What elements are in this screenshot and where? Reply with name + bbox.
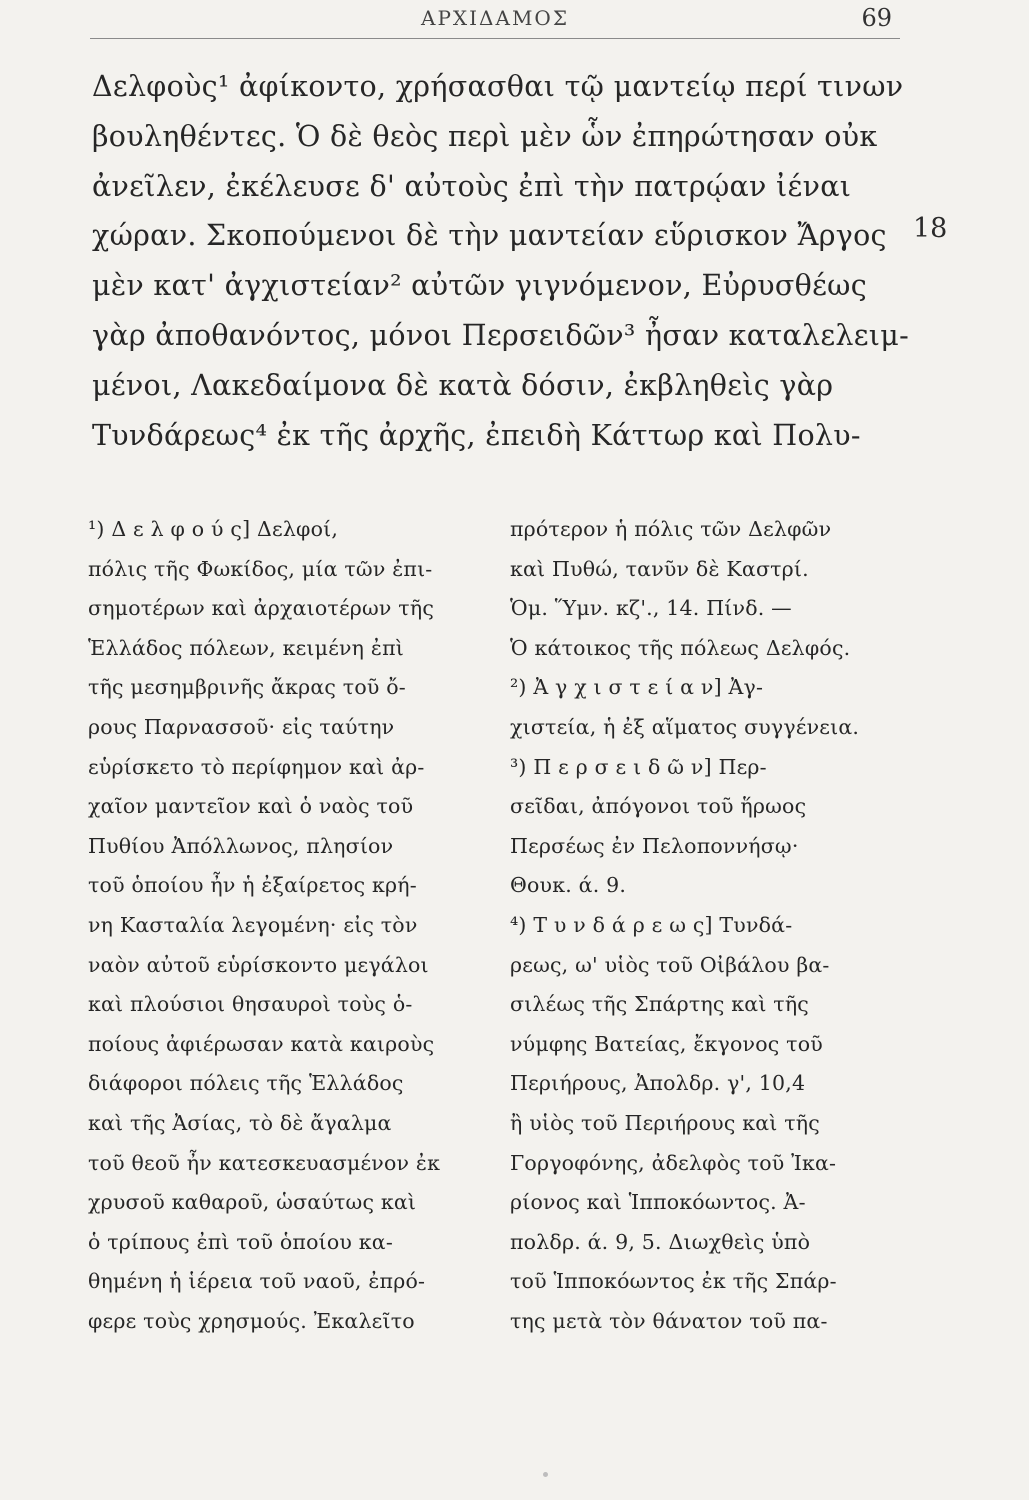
footnote-line: της μετὰ τὸν θάνατον τοῦ πα- — [510, 1308, 828, 1333]
footnote-line: σιλέως τῆς Σπάρτης καὶ τῆς — [510, 992, 809, 1017]
footnote-line: ναὸν αὐτοῦ εὑρίσκοντο μεγάλοι — [88, 952, 429, 977]
footnote-line: Ἑλλάδος πόλεων, κειμένη ἐπὶ — [88, 635, 404, 660]
main-text-line: χώραν. Σκοπούμενοι δὲ τὴν μαντείαν εὕρισκον Ἄργος — [92, 219, 887, 253]
margin-section-number: 18 — [913, 213, 948, 244]
footnote-line: πόλις τῆς Φωκίδος, μία τῶν ἐπι- — [88, 556, 433, 581]
footnote-line: Ὁμ. Ὕμν. κζ'., 14. Πίνδ. — — [510, 596, 792, 621]
page-number: 69 — [861, 4, 892, 32]
page-header — [90, 2, 900, 38]
main-text-line: Δελφοὺς¹ ἀφίκοντο, χρήσασθαι τῷ μαντείῳ περί τινων — [92, 70, 904, 103]
footnote-line: σημοτέρων καὶ ἀρχαιοτέρων τῆς — [88, 596, 435, 621]
footnotes-right-column — [510, 510, 902, 1341]
footnote-line: πρότερον ἡ πόλις τῶν Δελφῶν — [510, 517, 832, 541]
footnote-line: καὶ Πυθώ, τανῦν δὲ Καστρί. — [510, 556, 809, 581]
main-text-line: γὰρ ἀποθανόντος, μόνοι Περσειδῶν³ ἦσαν καταλελειμ- — [92, 318, 910, 352]
footnote-line: Περσέως ἐν Πελοποννήσῳ· — [510, 833, 799, 858]
footnote-line: ²) Ἀ γ χ ι σ τ ε ί α ν] Ἀγ- — [510, 675, 764, 700]
header-rule — [90, 38, 900, 39]
footnote-line: ὁ τρίπους ἐπὶ τοῦ ὁποίου κα- — [88, 1229, 393, 1254]
footnote-line: διάφοροι πόλεις τῆς Ἑλλάδος — [88, 1071, 404, 1096]
footnote-line: καὶ πλούσιοι θησαυροὶ τοὺς ὁ- — [88, 992, 413, 1017]
paper-smudge — [543, 1472, 548, 1477]
footnote-line: εὑρίσκετο τὸ περίφημον καὶ ἀρ- — [88, 754, 425, 779]
footnotes-left-column — [88, 510, 480, 1341]
footnote-line: σεῖδαι, ἀπόγονοι τοῦ ἥρωος — [510, 794, 807, 819]
footnote-line: τῆς μεσημβρινῆς ἄκρας τοῦ ὄ- — [88, 675, 406, 700]
footnote-line: νη Κασταλία λεγομένη· εἰς τὸν — [88, 912, 418, 937]
footnote-line: νύμφης Βατείας, ἔκγονος τοῦ — [510, 1031, 823, 1056]
main-text-block — [92, 62, 952, 460]
footnote-line: χιστεία, ἡ ἐξ αἵματος συγγένεια. — [510, 714, 860, 739]
footnote-line: ποίους ἀφιέρωσαν κατὰ καιροὺς — [88, 1031, 435, 1056]
footnote-line: θημένη ἡ ἱέρεια τοῦ ναοῦ, ἐπρό- — [88, 1269, 426, 1294]
footnote-line: Γοργοφόνης, ἀδελφὸς τοῦ Ἰκα- — [510, 1150, 837, 1175]
footnote-line: ρεως, ω' υἱὸς τοῦ Οἰβάλου βα- — [510, 952, 830, 977]
main-text-line: μὲν κατ' ἀγχιστείαν² αὐτῶν γιγνόμενον, Εὐρυσθέως — [92, 269, 867, 303]
footnote-line: τοῦ Ἱπποκόωντος ἐκ τῆς Σπάρ- — [510, 1269, 837, 1294]
main-text-line: μένοι, Λακεδαίμονα δὲ κατὰ δόσιν, ἐκβληθεὶς γὰρ — [92, 368, 834, 402]
footnote-line: πολδρ. ά. 9, 5. Διωχθεὶς ὑπὸ — [510, 1229, 811, 1254]
footnote-line: Πυθίου Ἀπόλλωνος, πλησίον — [88, 833, 394, 858]
footnote-line: Περιήρους, Ἀπολδρ. γ', 10,4 — [510, 1071, 806, 1096]
footnote-line: χρυσοῦ καθαροῦ, ὡσαύτως καὶ — [88, 1190, 417, 1215]
running-head: ΑΡΧΙΔΑΜΟΣ — [421, 6, 569, 30]
footnote-line: ρους Παρνασσοῦ· εἰς ταύτην — [88, 714, 395, 739]
footnote-line: ἢ υἱὸς τοῦ Περιήρους καὶ τῆς — [510, 1110, 820, 1135]
footnote-line: Ὁ κάτοικος τῆς πόλεως Δελφός. — [510, 635, 851, 660]
footnote-line: τοῦ θεοῦ ἦν κατεσκευασμένον ἐκ — [88, 1150, 441, 1175]
footnote-line: τοῦ ὁποίου ἦν ἡ ἐξαίρετος κρή- — [88, 873, 417, 898]
main-text-line: Τυνδάρεως⁴ ἐκ τῆς ἀρχῆς, ἐπειδὴ Κάττωρ καὶ Πολυ- — [92, 418, 861, 452]
footnote-line: ³) Π ε ρ σ ε ι δ ῶ ν] Περ- — [510, 754, 767, 779]
footnote-line: Θουκ. ά. 9. — [510, 873, 627, 898]
main-text-line: βουληθέντες. Ὁ δὲ θεὸς περὶ μὲν ὧν ἐπηρώτησαν οὐκ — [92, 119, 878, 153]
main-text-line: ἀνεῖλεν, ἐκέλευσε δ' αὐτοὺς ἐπὶ τὴν πατρῴαν ἰέναι — [92, 169, 852, 203]
footnote-line: ¹) Δ ε λ φ ο ύ ς] Δελφοί, — [88, 517, 339, 541]
footnote-line: ⁴) Τ υ ν δ ά ρ ε ω ς] Τυνδά- — [510, 912, 793, 937]
footnote-line: καὶ τῆς Ἀσίας, τὸ δὲ ἄγαλμα — [88, 1110, 392, 1135]
footnote-line: φερε τοὺς χρησμούς. Ἐκαλεῖτο — [88, 1308, 415, 1333]
footnote-line: ρίονος καὶ Ἱπποκόωντος. Ἀ- — [510, 1190, 806, 1215]
footnote-line: χαῖον μαντεῖον καὶ ὁ ναὸς τοῦ — [88, 794, 414, 819]
